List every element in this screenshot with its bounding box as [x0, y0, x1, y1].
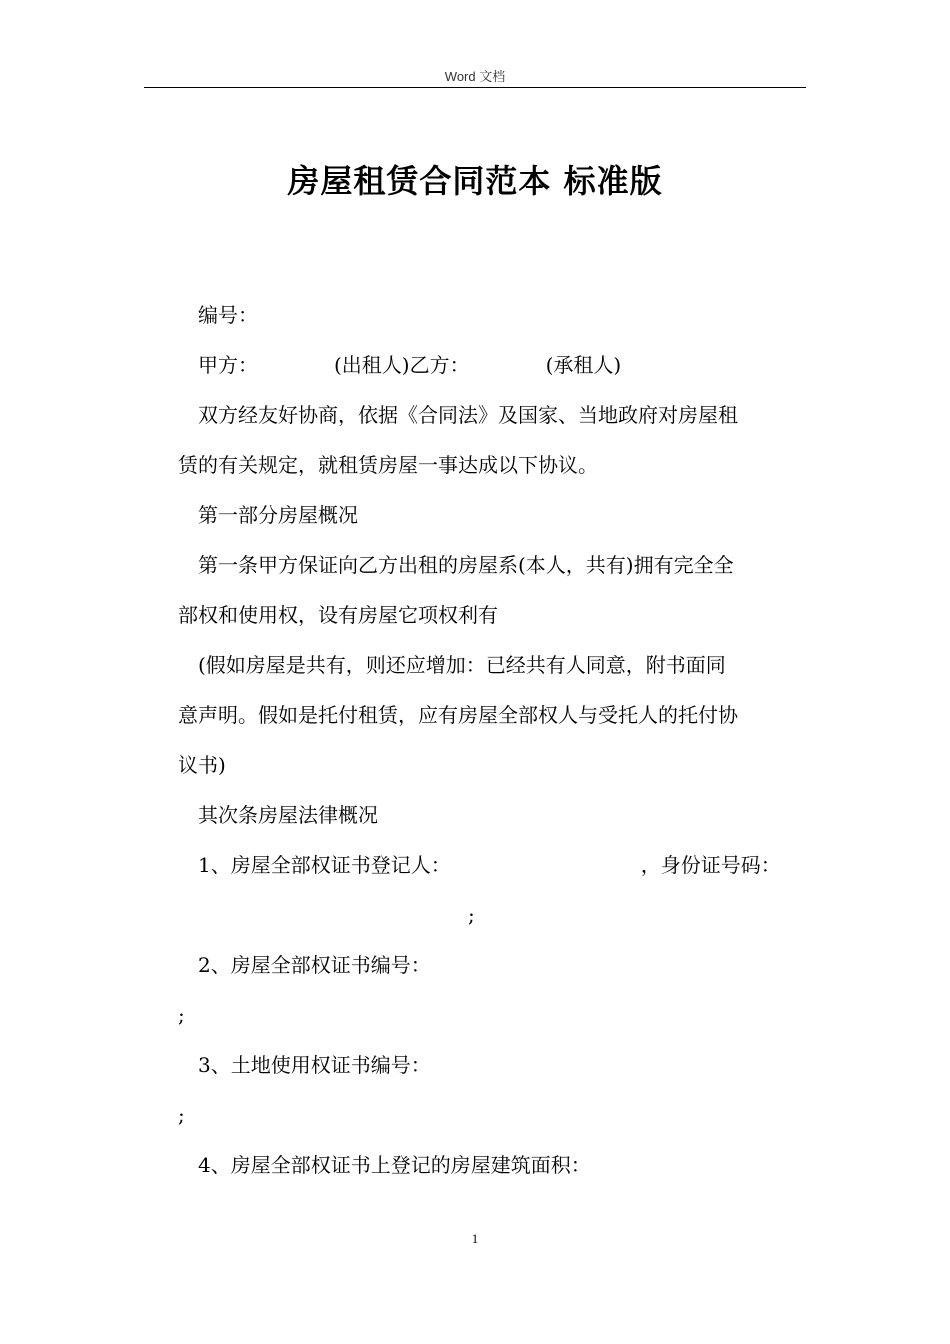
item-2-line: 2、房屋全部权证书编号：	[198, 953, 431, 977]
document-body	[178, 290, 806, 1190]
item-1-end: ;	[468, 903, 475, 927]
note-line-1: (假如房屋是共有，则还应增加：已经共有人同意，附书面同	[198, 653, 726, 677]
item-2-end: ;	[178, 1003, 185, 1027]
party-b-role: (承租人)	[545, 353, 622, 377]
item-3-end: ;	[178, 1103, 185, 1127]
article-1-line-2: 部权和使用权，设有房屋它项权利有	[178, 603, 498, 627]
item-1-id-label: ，身份证号码：	[640, 853, 781, 877]
intro-line-2: 赁的有关规定，就租赁房屋一事达成以下协议。	[178, 453, 598, 477]
intro-line-1: 双方经友好协商，依据《合同法》及国家、当地政府对房屋租	[198, 403, 738, 427]
item-1-line	[178, 840, 806, 890]
page-header: Word 文档	[444, 69, 506, 84]
article-2-heading: 其次条房屋法律概况	[198, 803, 378, 827]
item-4-line: 4、房屋全部权证书上登记的房屋建筑面积：	[198, 1153, 591, 1177]
parties-line	[178, 340, 806, 390]
note-line-3: 议书)	[178, 753, 226, 777]
item-3-line: 3、土地使用权证书编号：	[198, 1053, 431, 1077]
number-line: 编号：	[198, 303, 258, 327]
party-a-label: 甲方：	[198, 353, 258, 377]
note-line-2: 意声明。假如是托付租赁，应有房屋全部权人与受托人的托付协	[178, 703, 738, 727]
item-1-label: 1、房屋全部权证书登记人：	[198, 853, 451, 877]
part-heading: 第一部分房屋概况	[198, 503, 358, 527]
document-title: 房屋租赁合同范本 标准版	[287, 162, 663, 200]
header-divider	[144, 87, 806, 88]
party-a-role: (出租人)乙方：	[334, 353, 470, 377]
page-number: 1	[471, 1231, 479, 1246]
article-1-line-1: 第一条甲方保证向乙方出租的房屋系(本人，共有)拥有完全全	[198, 553, 734, 577]
